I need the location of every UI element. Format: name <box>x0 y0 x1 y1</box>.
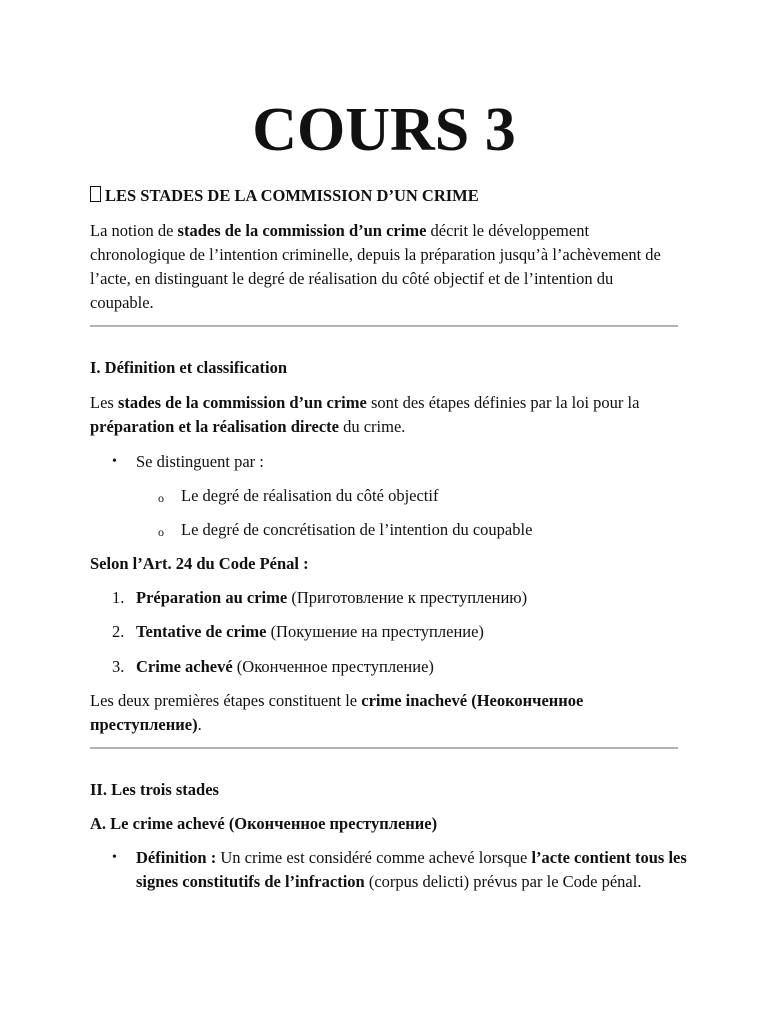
s1-text-3: du crime. <box>338 417 406 436</box>
bullet-icon: • <box>112 454 117 469</box>
document-subtitle <box>90 184 680 208</box>
definition-item <box>90 846 726 894</box>
s1-bold-1: stades de la commission d’un crime <box>117 393 367 412</box>
divider-2 <box>90 747 678 749</box>
bullet-icon: • <box>112 850 117 865</box>
s1-text-1: Les <box>90 393 118 412</box>
section-2-subheading: A. Le crime achevé (Оконченное преступление) <box>90 814 438 833</box>
definition-bold-1: l’acte contient tous les signes constitutifs de l’infraction <box>136 848 687 891</box>
list-item-distinction <box>90 450 726 474</box>
closing-text-2: . <box>197 715 202 734</box>
item-bold: Préparation au crime <box>136 588 288 607</box>
sub-list-item <box>90 518 768 542</box>
intro-text-2: décrit le développement chronologique de l’intention criminelle, depuis la préparation jusqu’à l’achèvement de l’acte, en distinguant le degré de réalisation du côté objectif et de l’intention du coupable. <box>90 221 661 312</box>
s1-bold-2: préparation et la réalisation directe <box>90 417 339 436</box>
list-item-text: Se distinguent par : <box>136 452 264 471</box>
numbered-item <box>90 655 726 679</box>
sub-list-item-text: Le degré de réalisation du côté objectif <box>181 486 439 505</box>
closing-bold-1: crime inachevé (Неоконченное преступление) <box>90 691 584 734</box>
item-number: 1. <box>112 588 125 607</box>
section-2-heading: II. Les trois stades <box>90 780 219 799</box>
s1-text-2: sont des étapes définies par la loi pour la <box>366 393 640 412</box>
intro-text-1: La notion de <box>90 221 178 240</box>
page-title: COURS 3 <box>252 96 516 164</box>
sub-list-item-text: Le degré de concrétisation de l’intention du coupable <box>181 520 533 539</box>
intro-bold-1: stades de la commission d’un crime <box>177 221 427 240</box>
subtitle-text: LES STADES DE LA COMMISSION D’UN CRIME <box>105 186 479 205</box>
numbered-item <box>90 620 726 644</box>
item-bold: Tentative de crime <box>136 622 267 641</box>
divider-1 <box>90 325 678 327</box>
item-bold: Crime achevé <box>136 657 233 676</box>
item-text: (Покушение на преступление) <box>266 622 484 641</box>
item-number: 3. <box>112 657 125 676</box>
missing-glyph-icon <box>90 186 101 202</box>
circle-bullet-icon: o <box>158 525 164 539</box>
closing-paragraph <box>90 689 680 737</box>
sub-list-item <box>90 484 768 508</box>
item-number: 2. <box>112 622 125 641</box>
section-1-heading: I. Définition et classification <box>90 358 288 377</box>
circle-bullet-icon: o <box>158 491 164 505</box>
item-text: (Оконченное преступление) <box>232 657 434 676</box>
intro-paragraph <box>90 219 680 315</box>
item-text: (Приготовление к преступлению) <box>287 588 528 607</box>
numbered-item <box>90 586 726 610</box>
section-1-paragraph <box>90 391 680 439</box>
closing-text-1: Les deux premières étapes constituent le <box>90 691 362 710</box>
definition-text-1: Un crime est considéré comme achevé lorsque <box>216 848 532 867</box>
definition-label: Définition : <box>136 848 217 867</box>
article-reference: Selon l’Art. 24 du Code Pénal : <box>90 554 309 573</box>
definition-text-2: (corpus delicti) prévus par le Code pénal. <box>364 872 642 891</box>
